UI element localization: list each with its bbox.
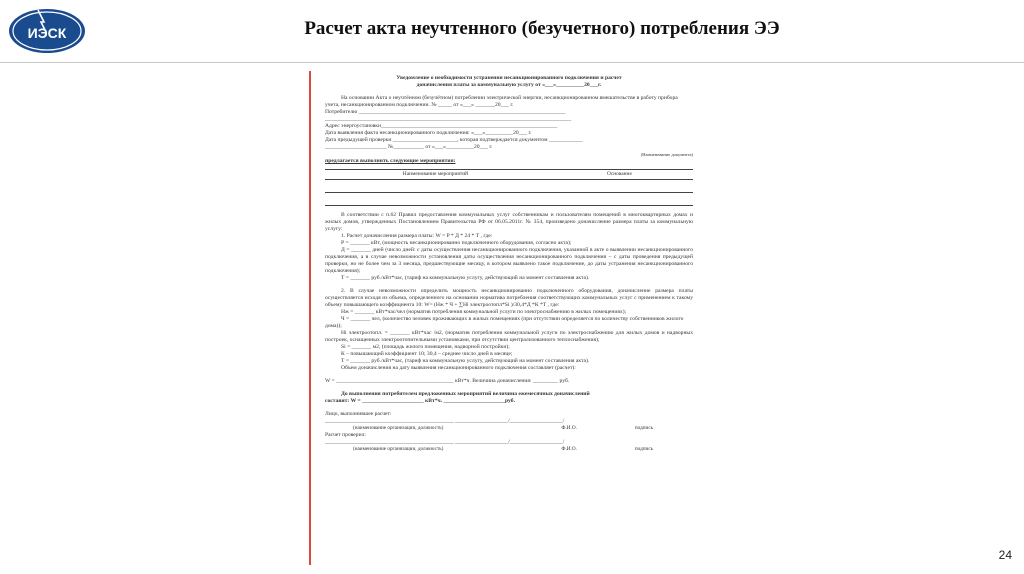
- sig-fio: Ф.И.О.: [561, 425, 577, 431]
- doc-formula-2-ni: Нi электроотопл. = _______ кВт*час /м2, (норматив потребления коммунальной услуги по электроснабжению для жилых домов и надворных построек, оснащенных электроотопительными установками, при отсутствии централизованного теплоснабжения);: [325, 330, 693, 343]
- header-divider: [0, 62, 1024, 63]
- doc-monthly-2: составит: W = ______________________ кВт*ч. ______________________руб.: [325, 398, 515, 404]
- doc-formula-2-si: Si = _______ м2, (площадь жилого помещения, надворной постройки);: [341, 344, 510, 350]
- document-body: [325, 75, 693, 453]
- doc-prev-check-2: ______________________ №___________ от «___»__________20___ г.: [325, 144, 493, 150]
- doc-paragraph-case-2: 2. В случае невозможности определить мощность несанкционированно подключенного оборудования, доначисление размера платы осуществляется исходя из объема, определенного на основании норматива потребления соответствующих коммунальных услуг с применением к такому объему повышающего коэффициента 10: W= (Нж * Ч + ∑Нi электроотопл*Si )/30,4*Д *К *Т , где:: [325, 288, 693, 308]
- measures-col-basis: Основание: [546, 170, 693, 180]
- doc-consumer-line-2: ________________________________________________________________________________________: [325, 116, 572, 122]
- doc-prev-check-note: (Наименование документа): [640, 152, 693, 157]
- doc-formula-1: 1. Расчет доначисления размера платы: W = P * Д * 24 * Т , где:: [341, 233, 493, 239]
- doc-heading-2: доначисления платы за коммунальную услугу от «___»__________20___г.: [416, 82, 602, 88]
- doc-paragraph-basis: На основании Акта о неучтённом (безучётном) потреблении электрической энергии, несанкционированном вмешательстве в работу прибора учета, несанкционированном подключении. № _____ от «___» _______20___ г.: [325, 95, 678, 108]
- doc-signature-caption: [325, 425, 693, 432]
- doc-paragraph-rules: В соответствии с п.62 Правил предоставления коммунальных услуг собственникам и пользователям помещений в многоквартирных домах и жилых домов, утвержденных Постановлением Правительства РФ от 06.05.2011г. № 354, произведено доначисление размера платы за коммунальную услугу:: [325, 212, 693, 232]
- doc-w-line: W = __________________________________________ кВт*ч. Величина доначисления: _________ руб.: [325, 378, 570, 384]
- margin-line: [309, 71, 311, 565]
- doc-formula-2-k: К – повышающий коэффициент 10; 30,4 – среднее число дней в месяце;: [341, 351, 513, 357]
- doc-formula-1-p: Р = _______ кВт, (мощность несанкционированно подключенного оборудования, согласно акта);: [341, 240, 572, 246]
- doc-formula-1-t: Т = _______ руб./кВт*час, (тариф на коммунальную услугу, действующий на момент составления акта).: [341, 275, 590, 281]
- doc-calc-by: Лицо, выполнившее расчет:: [325, 411, 392, 417]
- measures-table-row: [325, 193, 693, 206]
- doc-formula-1-d: Д = _______ дней (число дней: с даты осуществления несанкционированного подключения, указанной в акте о выявлении несанкционированного подключения, а в случае невозможности установления даты осуществления несанкционированного подключения – с даты проведения предыдущей проверки, но не более чем за 3 месяца, предшествующие месяцу, в котором выявлено такое подключение, до даты устранения несанкционированного подключения);: [325, 247, 693, 274]
- doc-checked-by: Расчет проверил:: [325, 432, 366, 438]
- logo-text: ИЭСК: [27, 25, 67, 41]
- doc-signature-caption-2: [325, 446, 693, 453]
- sig-org-2: (наименование организации, должность): [353, 446, 444, 452]
- measures-table-row: [325, 180, 693, 193]
- measures-col-name: Наименование мероприятий: [325, 170, 546, 180]
- doc-propose: предлагается выполнить следующие мероприятия:: [325, 158, 456, 164]
- doc-consumer-line: Потребителю __________________________________________________________________________: [325, 109, 566, 115]
- page-title: Расчет акта неучтенного (безучетного) потребления ЭЭ: [304, 18, 780, 39]
- doc-prev-check: Дата предыдущей проверки _______________________, которая подтверждается документом ____________: [325, 137, 583, 143]
- sig-sign-2: подпись: [634, 446, 653, 452]
- page-number: 24: [998, 548, 1012, 562]
- slide-header: [0, 0, 1024, 66]
- doc-signature-line: ______________________________________________ ___________________/___________________/: [325, 418, 565, 424]
- doc-date-found: Дата выявления факта несанкционированного подключения: «___»__________20___ г.: [325, 130, 532, 136]
- document-page: [309, 71, 699, 565]
- sig-org: (наименование организации, должность): [353, 425, 444, 431]
- sig-sign: подпись: [634, 425, 653, 431]
- sig-fio-2: Ф.И.О.: [561, 446, 577, 452]
- doc-signature-line-2: ______________________________________________ ___________________/___________________/: [325, 439, 565, 445]
- doc-monthly-1: До выполнения потребителем предложенных мероприятий величина ежемесячных доначислений: [341, 391, 590, 397]
- doc-total-line: Объем доначисления на дату выявления несанкционированного подключения составляет (расчет):: [341, 365, 576, 371]
- doc-formula-2-ch: Ч = _______ чел, (количество человек проживающих в жилых помещениях (при отсутствии определяется по количеству собственников жилого дома));: [325, 316, 684, 329]
- measures-table: [325, 169, 693, 206]
- doc-heading-1: Уведомление о необходимости устранения несанкционированного подключения и расчет: [396, 75, 622, 81]
- doc-address: Адрес энергоустановки_______________________________________________________________: [325, 123, 558, 129]
- doc-formula-2-t: Т = _______ руб./кВт*час, (тариф на коммунальную услугу, действующий на момент составления акта).: [341, 358, 590, 364]
- doc-formula-2-n: Нж = _______ кВт*час/чел (норматив потребления коммунальной услуги по электроснабжению в жилых помещениях);: [341, 309, 627, 315]
- measures-table-header: [325, 170, 693, 180]
